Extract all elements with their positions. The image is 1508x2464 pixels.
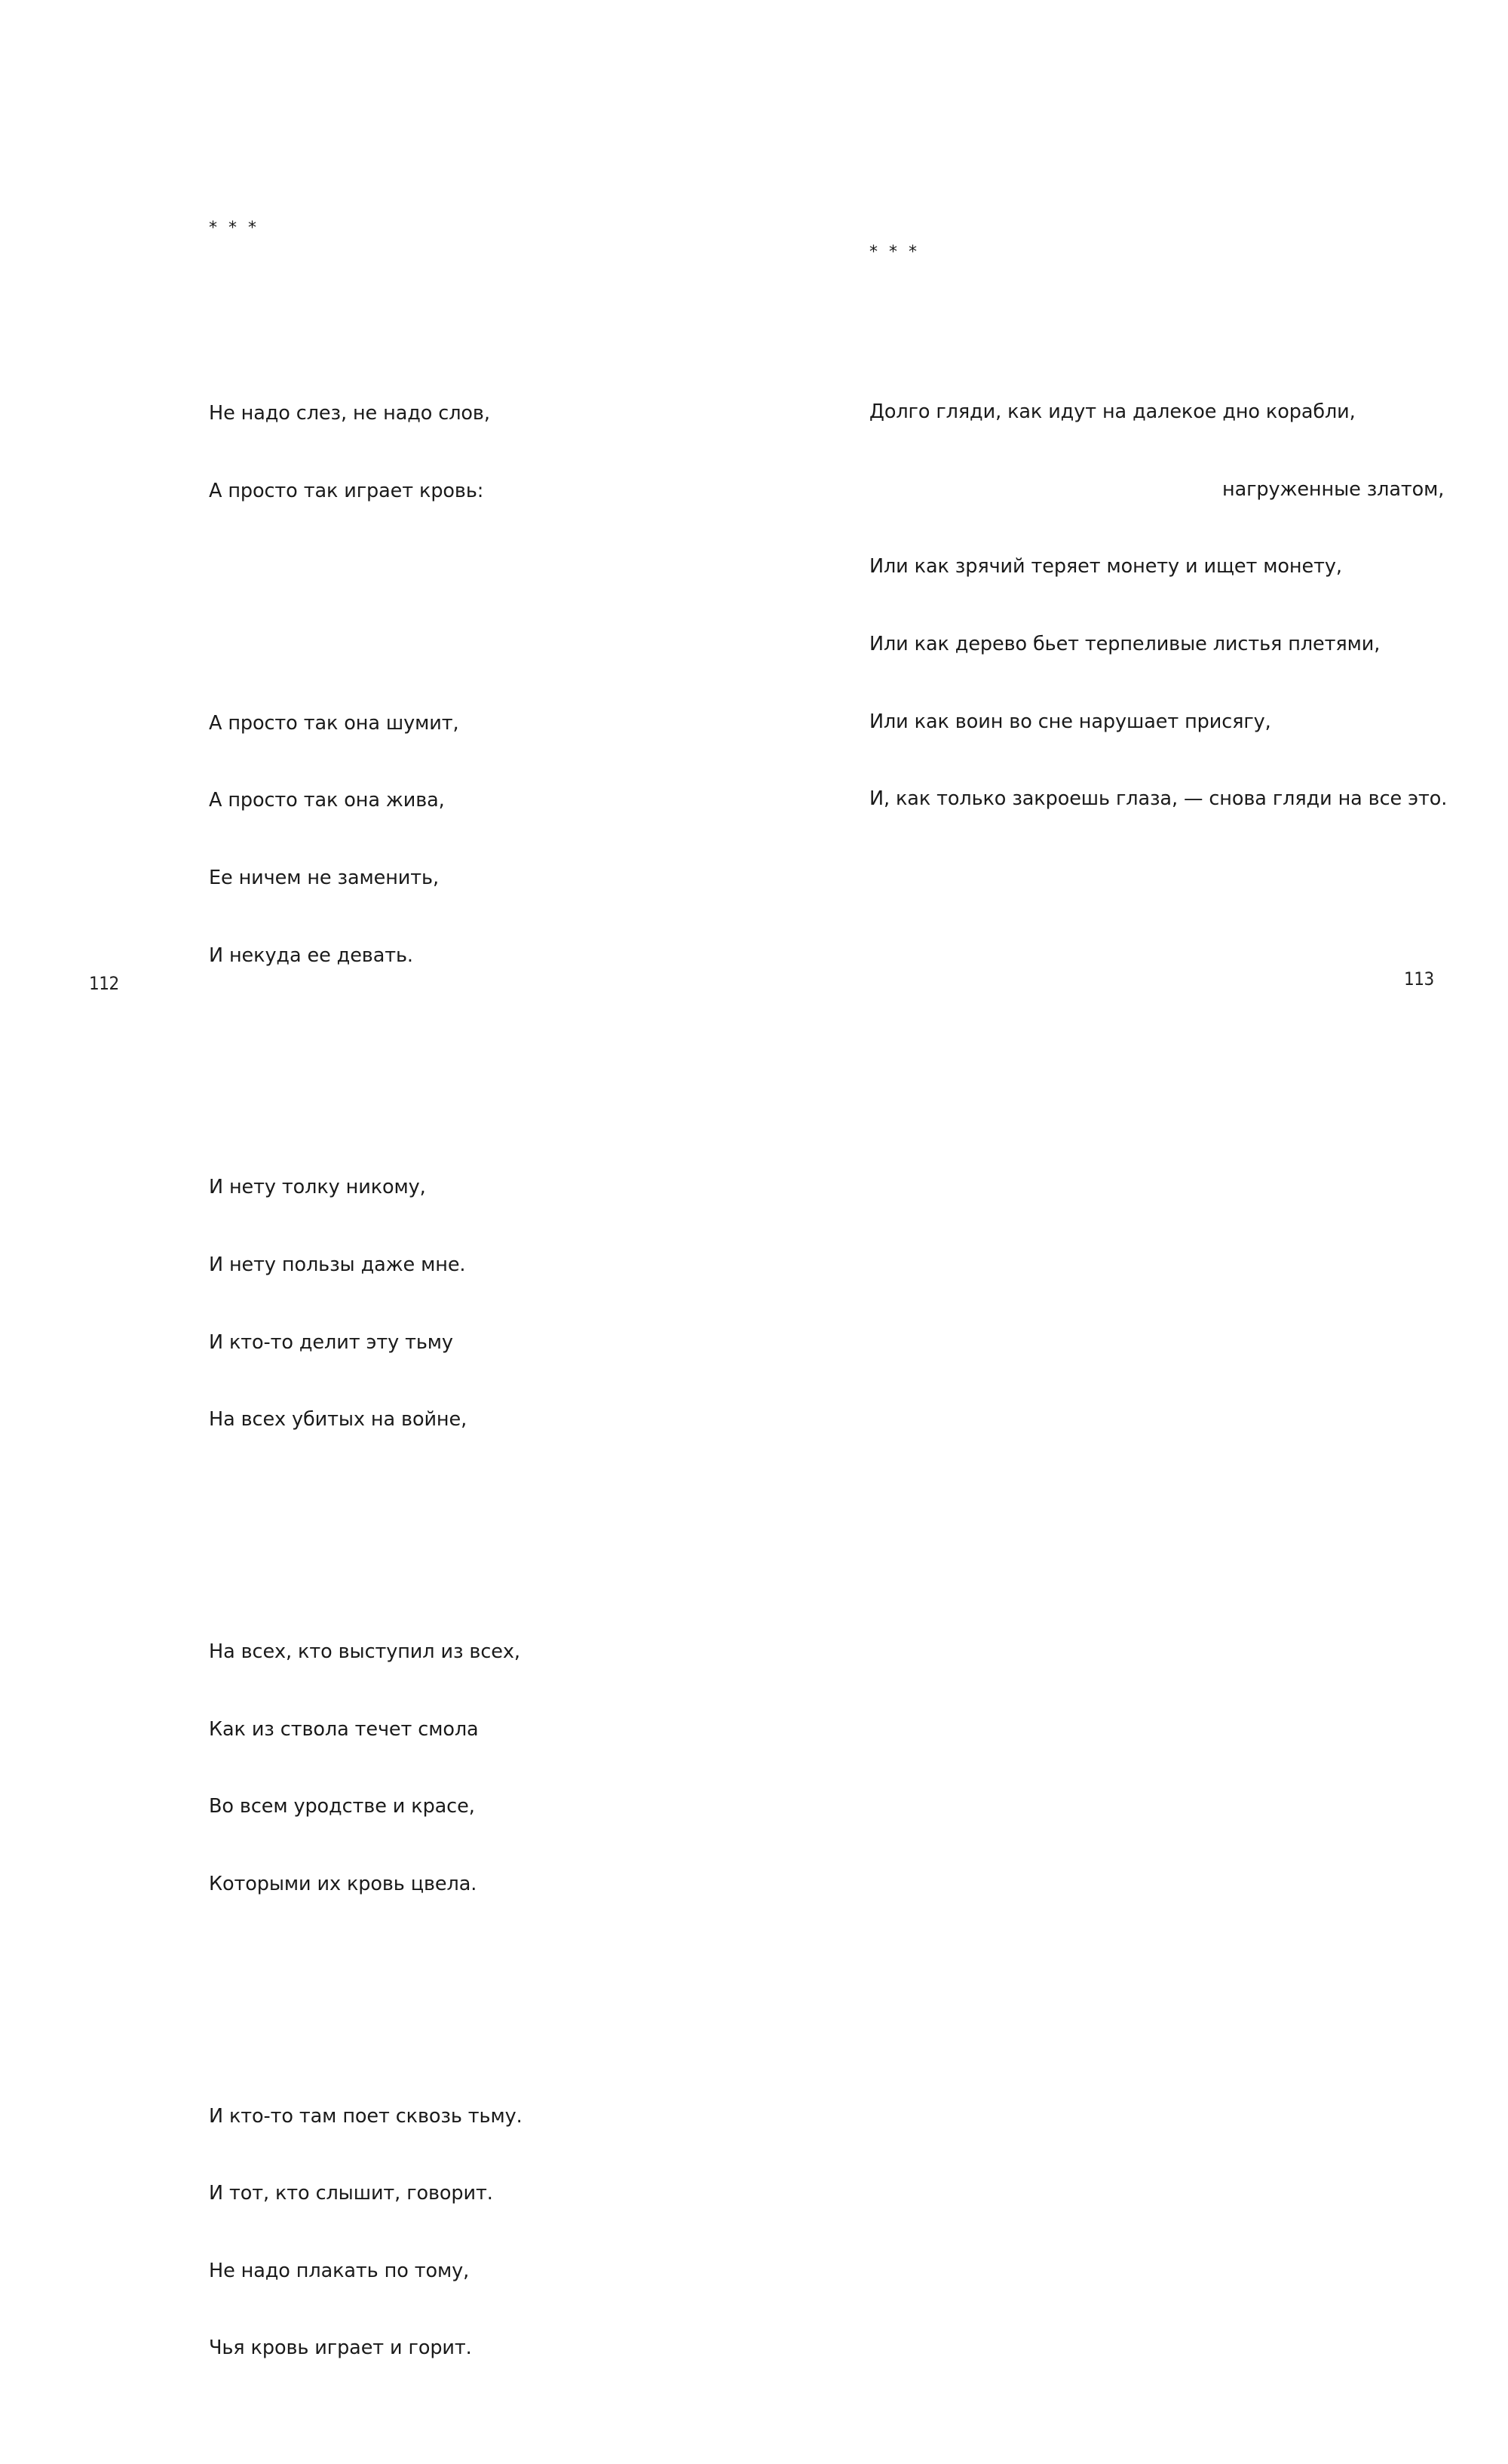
- page-number: 112: [89, 973, 119, 994]
- poem-line: А просто так она шумит,: [209, 711, 459, 735]
- poem-line: Чья кровь играет и горит.: [209, 2337, 472, 2360]
- poem-line: Не надо слез, не надо слов,: [209, 402, 490, 425]
- poem-line-continuation: нагруженные златом,: [1222, 477, 1445, 501]
- poem-line: И нету толку никому,: [209, 1176, 426, 1199]
- stanza: [869, 348, 1447, 864]
- poem-line: И тот, кто слышит, говорит.: [209, 2182, 493, 2205]
- poem-line: Ее ничем не заменить,: [209, 867, 439, 889]
- page-number: 113: [1404, 968, 1434, 990]
- poem-right: [869, 189, 1447, 915]
- section-separator: * * *: [869, 243, 920, 262]
- poem-line: А просто так играет кровь:: [209, 480, 484, 503]
- poem-line: Или как дерево бьет терпеливые листья плетями,: [869, 633, 1381, 655]
- stanza: [209, 1588, 523, 1949]
- poem-line: И кто-то там поет сквозь тьму.: [209, 2104, 523, 2128]
- poem-line: И нету пользы даже мне.: [209, 1253, 466, 1276]
- poem-line: Долго гляди, как идут на далекое дно корабли,: [869, 400, 1356, 424]
- left-page: [0, 0, 754, 2360]
- stanza: [209, 2051, 523, 2413]
- poem-line: На всех, кто выступил из всех,: [209, 1640, 520, 1663]
- stanza: [209, 1123, 523, 1484]
- poem-line: И некуда ее девать.: [209, 944, 413, 967]
- poem-line: Во всем уродстве и красе,: [209, 1795, 475, 1818]
- poem-line: И, как только закроешь глаза, — снова гляди на все это.: [869, 787, 1448, 811]
- poem-line: Которыми их кровь цвела.: [209, 1872, 477, 1895]
- stanza: [209, 658, 523, 1020]
- poem-left: [209, 164, 523, 2464]
- poem-line: Не надо плакать по тому,: [209, 2259, 470, 2282]
- poem-line: Как из ствола течет смола: [209, 1717, 479, 1741]
- right-page: [754, 0, 1508, 1043]
- poem-line: Или как воин во сне нарушает присягу,: [869, 710, 1271, 733]
- stanza: [209, 349, 523, 556]
- poem-line: На всех убитых на войне,: [209, 1408, 467, 1431]
- poem-line: А просто так она жива,: [209, 789, 445, 812]
- poem-line: И кто-то делит эту тьму: [209, 1330, 453, 1354]
- poem-line: Или как зрячий теряет монету и ищет монету,: [869, 555, 1342, 578]
- section-separator: * * *: [209, 219, 259, 238]
